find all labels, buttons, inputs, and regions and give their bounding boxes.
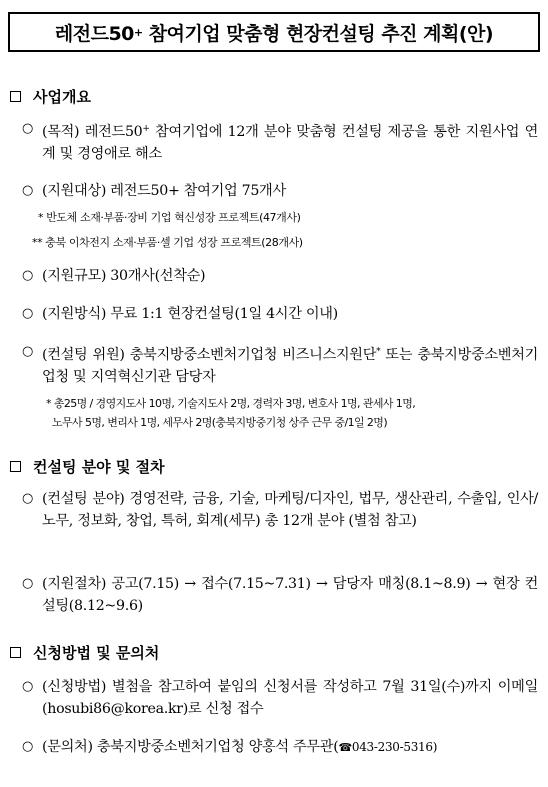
committee-note-1: * 총25명 / 경영지도사 10명, 기술지도사 2명, 경력자 3명, 변호사 1명, 관세사 1명, xyxy=(46,397,416,410)
title-rest: 참여기업 맞춤형 현장컨설팅 추진 계획(안) xyxy=(142,22,494,45)
item-text: (컨설팅 위원) 충북지방중소벤처기업청 비즈니스지원단 xyxy=(42,347,377,363)
circle-bullet-icon: ○ xyxy=(22,121,34,136)
circle-bullet-icon: ○ xyxy=(22,491,34,506)
phone-number: 043-230-5316) xyxy=(351,740,438,754)
title-sup: + xyxy=(133,25,143,39)
square-outline-icon xyxy=(10,461,21,472)
circle-bullet-icon: ○ xyxy=(22,344,34,359)
list-item-contact xyxy=(22,736,538,759)
item-text: (지원규모) 30개사(선착순) xyxy=(42,268,206,284)
list-item-purpose xyxy=(22,118,538,165)
target-note-2: ** 충북 이차전지 소재·부품·셀 기업 성장 프로젝트(28개사) xyxy=(32,236,303,249)
target-note-1: * 반도체 소재·부품·장비 기업 혁신성장 프로젝트(47개사) xyxy=(38,211,301,224)
list-item-method xyxy=(22,303,538,325)
list-item-target xyxy=(22,180,538,202)
list-item-field xyxy=(22,488,538,532)
item-text: 참여기업에 12개 분야 맞춤형 컨설팅 제공을 통한 지원사업 연계 및 경영애로 해소 xyxy=(42,124,538,162)
section-heading-label: 사업개요 xyxy=(33,88,91,106)
item-text: (신청방법) 별첨을 참고하여 붙임의 신청서를 작성하고 7월 31일(수)까지 이메일(hosubi86@korea.kr)로 신청 접수 xyxy=(42,679,538,717)
list-item-procedure xyxy=(22,573,538,617)
section-heading-field xyxy=(10,456,165,477)
section-heading-label: 컨설팅 분야 및 절차 xyxy=(33,458,165,476)
circle-bullet-icon: ○ xyxy=(22,739,34,754)
section-heading-overview xyxy=(10,86,91,107)
list-item-scale xyxy=(22,265,538,287)
item-text: (지원대상) 레전드50+ 참여기업 75개사 xyxy=(42,183,286,199)
circle-bullet-icon: ○ xyxy=(22,183,34,198)
circle-bullet-icon: ○ xyxy=(22,576,34,591)
list-item-apply xyxy=(22,676,538,720)
title-main: 레전드50 xyxy=(54,22,134,45)
item-sup: * xyxy=(376,347,381,357)
square-outline-icon xyxy=(10,647,21,658)
section-heading-apply xyxy=(10,642,159,663)
section-heading-label: 신청방법 및 문의처 xyxy=(33,644,160,662)
item-text: 또는 충북지방중소벤처기업청 및 지역혁신기관 담당자 xyxy=(42,347,538,385)
item-text: (지원방식) 무료 1:1 현장컨설팅(1일 4시간 이내) xyxy=(42,306,338,322)
page-title xyxy=(8,12,540,52)
committee-note-2: 노무사 5명, 변리사 1명, 세무사 2명(충북지방중기청 상주 근무 중/1일 2명) xyxy=(52,416,388,429)
circle-bullet-icon: ○ xyxy=(22,679,34,694)
item-text: (문의처) 충북지방중소벤처기업청 양홍석 주무관( xyxy=(42,739,339,755)
item-text: (지원절차) 공고(7.15) → 접수(7.15~7.31) → 담당자 매칭(8.1~8.9) → 현장 컨설팅(8.12~9.6) xyxy=(42,576,538,614)
circle-bullet-icon: ○ xyxy=(22,306,34,321)
telephone-icon: ☎ xyxy=(338,741,352,754)
square-outline-icon xyxy=(10,91,21,102)
item-text: (목적) 레전드50 xyxy=(42,124,143,140)
item-sup: + xyxy=(142,124,150,134)
circle-bullet-icon: ○ xyxy=(22,268,34,283)
item-text: (컨설팅 분야) 경영전략, 금융, 기술, 마케팅/디자인, 법무, 생산관리, 수출입, 인사/노무, 정보화, 창업, 특허, 회계(세무) 총 12개 분야 (별첨 참고) xyxy=(42,491,538,529)
list-item-committee xyxy=(22,341,538,388)
